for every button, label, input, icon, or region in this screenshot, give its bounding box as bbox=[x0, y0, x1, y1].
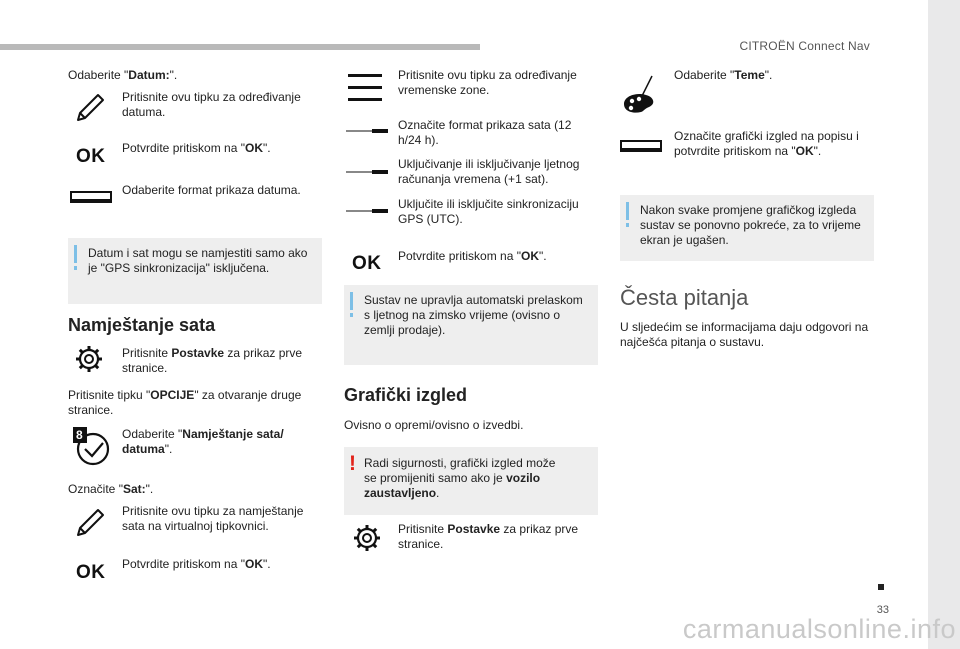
section-heading: Namještanje sata bbox=[68, 315, 216, 335]
header-title: CITROËN Connect Nav bbox=[739, 39, 870, 53]
toggle-icon bbox=[346, 168, 388, 176]
options-text: Pritisnite tipku "OPCIJE" za otvaranje druge stranice. bbox=[68, 388, 302, 417]
section-heading: Grafički izgled bbox=[344, 385, 468, 405]
info-note-text: Datum i sat mogu se namjestiti samo ako je "GPS sinkronizacija" isključena. bbox=[88, 246, 308, 275]
warning-icon: ! bbox=[349, 452, 356, 475]
ok-icon: OK bbox=[76, 562, 106, 583]
select-date-text: Odaberite "Datum:". bbox=[68, 68, 178, 82]
warning-note bbox=[344, 447, 598, 515]
info-note-text: Nakon svake promjene grafičkog izgleda sustav se ponovno pokreće, za to vrijeme ekran je ugašen. bbox=[640, 203, 861, 247]
page-end-marker bbox=[878, 584, 884, 590]
mark-hour-text: Označite "Sat:". bbox=[68, 482, 154, 496]
side-margin-bar bbox=[928, 0, 960, 649]
info-note bbox=[620, 195, 874, 261]
toggle-icon bbox=[346, 127, 388, 135]
confirm-text: Potvrdite pritiskom na "OK". bbox=[122, 141, 271, 155]
faq-heading: Česta pitanja bbox=[620, 285, 749, 310]
dst-text: Uključivanje ili isključivanje ljetnog računanja vremena (+1 sat). bbox=[398, 157, 580, 186]
info-note bbox=[68, 238, 322, 304]
top-rule bbox=[0, 44, 480, 50]
ok-icon: OK bbox=[352, 253, 382, 274]
pencil-icon bbox=[74, 507, 106, 539]
info-bar-icon bbox=[350, 292, 353, 310]
list-field-icon bbox=[70, 190, 112, 204]
timezone-text: Pritisnite ovu tipku za određivanje vremenske zone. bbox=[398, 68, 577, 97]
hour-format-text: Označite format prikaza sata (12 h/24 h). bbox=[398, 118, 572, 147]
select-time-text: Odaberite "Namještanje sata/ datuma". bbox=[122, 427, 284, 456]
info-note-text: Sustav ne upravlja automatski prelaskom s ljetnog na zimsko vrijeme (ovisno o zemlji prodaje). bbox=[364, 293, 583, 337]
pencil-time-text: Pritisnite ovu tipku za namještanje sata na virtualnoj tipkovnici. bbox=[122, 504, 304, 533]
settings-text: Pritisnite Postavke za prikaz prve stranice. bbox=[122, 346, 303, 375]
palette-brush-icon bbox=[622, 74, 658, 114]
settings-text: Pritisnite Postavke za prikaz prve stranice. bbox=[398, 522, 579, 551]
watermark: carmanualsonline.info bbox=[682, 614, 956, 644]
faq-text: U sljedećim se informacijama daju odgovori na najčešća pitanja o sustavu. bbox=[620, 320, 869, 349]
depends-text: Ovisno o opremi/ovisno o izvedbi. bbox=[344, 418, 524, 432]
list-field-icon bbox=[620, 139, 662, 153]
ok-icon: OK bbox=[76, 146, 106, 167]
page-number: 33 bbox=[876, 604, 889, 616]
confirm-text: Potvrdite pritiskom na "OK". bbox=[398, 249, 547, 263]
info-bar-icon bbox=[626, 202, 629, 220]
confirm-text: Potvrdite pritiskom na "OK". bbox=[122, 557, 271, 571]
toggle-icon bbox=[346, 207, 388, 215]
settings-gear-icon bbox=[74, 344, 104, 374]
select-format-text: Odaberite format prikaza datuma. bbox=[122, 183, 301, 197]
menu-list-icon bbox=[348, 72, 382, 104]
clock-badge: 8 bbox=[76, 428, 83, 442]
mark-theme-text: Označite grafički izgled na popisu i potvrdite pritiskom na "OK". bbox=[674, 129, 859, 158]
info-bar-icon bbox=[74, 245, 77, 263]
select-theme-text: Odaberite "Teme". bbox=[674, 68, 773, 82]
pencil-date-text: Pritisnite ovu tipku za određivanje datuma. bbox=[122, 90, 301, 119]
gps-sync-text: Uključite ili isključite sinkronizaciju GPS (UTC). bbox=[398, 197, 579, 226]
clock-icon bbox=[72, 427, 112, 467]
info-note bbox=[344, 285, 598, 365]
settings-gear-icon bbox=[352, 523, 382, 553]
pencil-icon bbox=[74, 92, 106, 124]
warning-note-text: Radi sigurnosti, grafički izgled može se promijeniti samo ako je vozilo zaustavljeno. bbox=[364, 456, 556, 500]
